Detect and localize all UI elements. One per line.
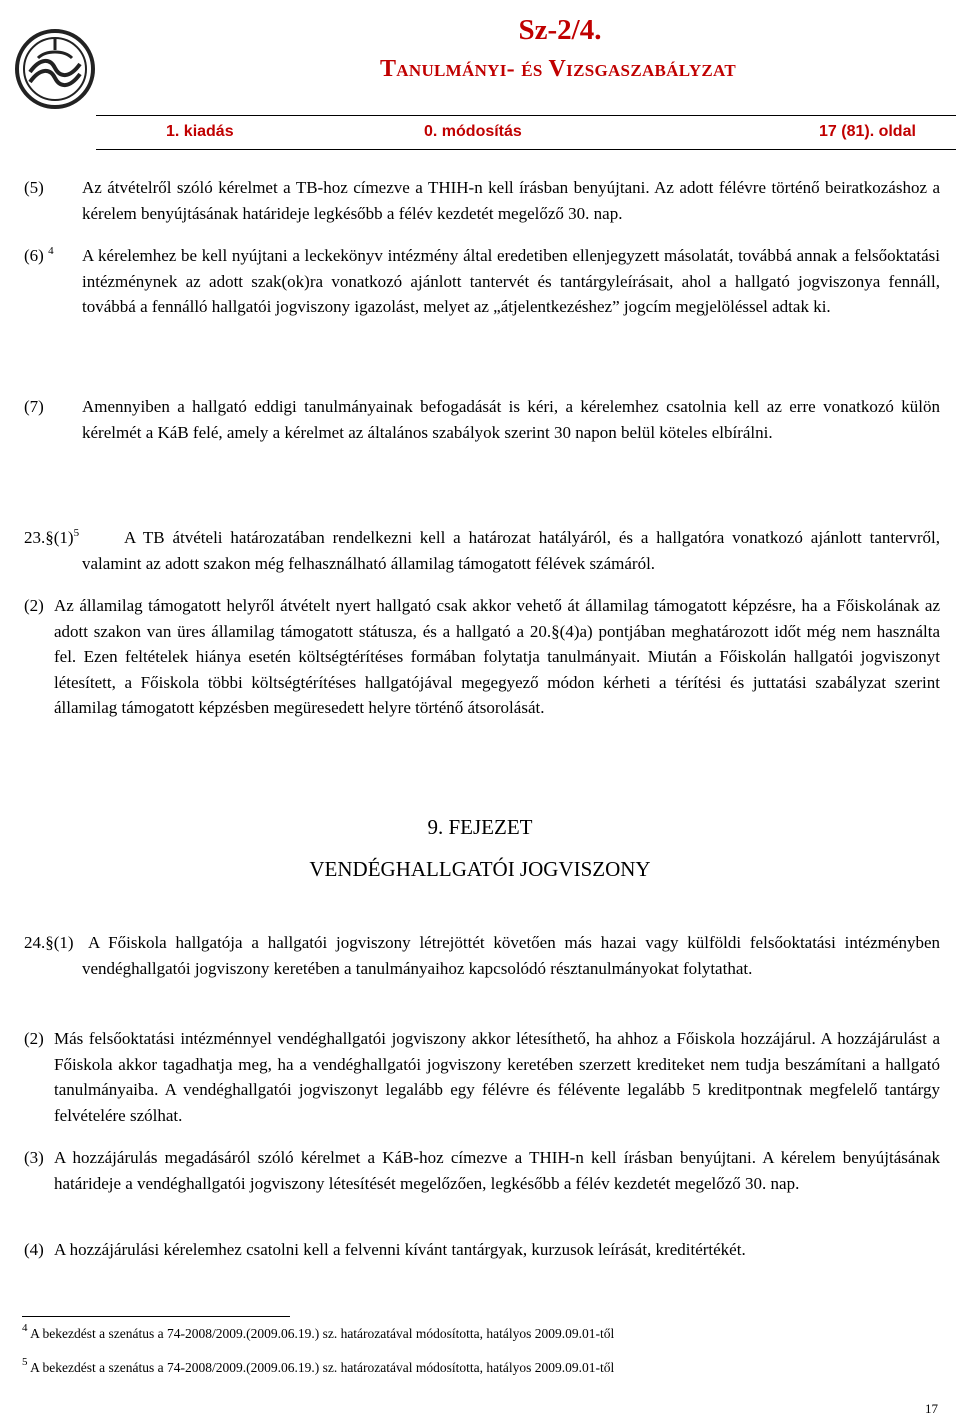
document-code: Sz-2/4. xyxy=(518,14,602,46)
page-info-label: 17 (81). oldal xyxy=(819,123,916,140)
section-24-paragraph-3 xyxy=(24,1145,940,1196)
section-24-paragraph-4 xyxy=(24,1237,940,1263)
paragraph-number: (7) xyxy=(24,397,44,416)
paragraph-text: Az államilag támogatott helyről átvételt nyert hallgató csak akkor vehető át államilag támogatott képzésre, ha a Főiskolának az adott szakon van üres államilag támogatott státusza, és a hallgató a 20.§(4)a) pontjában meghatározott időt még nem használta fel. Ezen feltételek hiánya esetén költségtérítéses formában folytatja tanulmányait. Miután a Főiskolán hallgatói jogviszonyt létesített, a Főiskola többi költségtérítéses hallgatójával megegyező módon kérheti a térítési és juttatási szabályzat szerint államilag támogatott képzésben megüresedett helyre történő átsorolását. xyxy=(54,596,940,717)
footnote-number: 4 xyxy=(22,1322,28,1334)
paragraph-text: Amennyiben a hallgató eddigi tanulmányainak befogadását is kéri, a kérelemhez csatolnia kell az erre vonatkozó külön kérelmét a KáB felé, amely a kérelmet az általános szabályok szerint 30 napon belül köteles elbírálni. xyxy=(82,397,940,442)
paragraph-text: A TB átvételi határozatában rendelkezni kell a határozat hatályáról, és a hallgatóra vonatkozó ajánlott tantervről, valamint az adott szakon még felhasználható államilag támogatott félévek számáról. xyxy=(82,528,940,573)
footnote xyxy=(22,1356,615,1376)
modification-label: 0. módosítás xyxy=(424,123,522,140)
footnote-number: 5 xyxy=(22,1356,28,1368)
footnote-ref: 5 xyxy=(73,527,80,539)
paragraph-number: (5) xyxy=(24,178,44,197)
paragraph-text: A Főiskola hallgatója a hallgatói jogviszony létrejöttét követően más hazai vagy külföldi felsőoktatási intézményben vendéghallgatói jogviszony keretében a tanulmányaihoz kapcsolódó résztanulmányokat folytathat. xyxy=(82,933,940,978)
section-24-paragraph-1 xyxy=(24,930,940,981)
paragraph-number: (6) $^4$ xyxy=(24,245,54,265)
page-number: 17 xyxy=(925,1401,938,1416)
paragraph-number: (2) xyxy=(24,596,44,615)
section-23-paragraph-1 xyxy=(24,525,940,576)
section-24-paragraph-2 xyxy=(24,1026,940,1128)
paragraph-text: Más felsőoktatási intézménnyel vendéghallgatói jogviszony akkor létesíthető, ha ahhoz a Főiskola hozzájárul. A hozzájárulást a Főiskola akkor tagadhatja meg, ha a vendéghallgatói jogviszony keretében szerzett krediteket nem tudja beszámítani a hallgató tanulmányaiba. A vendéghallgatói jogviszonyt legalább egy félévre és félévente legalább 5 kreditpontnak megfelelő tantárgy felvételére szólhat. xyxy=(54,1029,940,1125)
footnote-text: A bekezdést a szenátus a 74-2008/2009.(2009.06.19.) sz. határozatával módosította, hatályos 2009.09.01-től xyxy=(30,1326,615,1341)
footnote-separator xyxy=(22,1316,290,1317)
paragraph-number: (2) xyxy=(24,1029,44,1048)
edition-label: 1. kiadás xyxy=(166,123,234,140)
paragraph-text: A hozzájárulási kérelemhez csatolni kell a felvenni kívánt tantárgyak, kurzusok leírását, kreditértékét. xyxy=(54,1240,746,1259)
section-number: $23.\S(1)^5$ xyxy=(24,527,80,547)
paragraph-text: A kérelemhez be kell nyújtani a leckekönyv intézmény által eredetiben ellenjegyzett másolatát, továbbá annak a felsőoktatási intézménynek az adott szak(ok)ra vonatkozó ajánlott tantervét és tantárgyleírásait, ahol a hallgató jogviszonya fennáll, továbbá a fennálló hallgatói jogviszony igazolást, melyet az „átjelentkezéshez” jogcím megjelöléssel adtak ki. xyxy=(82,246,940,316)
header-rule-top xyxy=(96,115,956,116)
chapter-title: VENDÉGHALLGATÓI JOGVISZONY xyxy=(309,857,651,881)
paragraph-7 xyxy=(24,394,940,445)
institution-logo xyxy=(14,28,96,110)
paragraph-number: (3) xyxy=(24,1148,44,1167)
document-title: Tanulmányi- és Vizsgaszabályzat xyxy=(380,56,736,82)
paragraph-6 xyxy=(24,243,940,320)
section-number: 24.§(1) xyxy=(24,933,74,952)
paragraph-number: (4) xyxy=(24,1240,44,1259)
footnote xyxy=(22,1322,615,1342)
footnote-ref: 4 xyxy=(48,245,54,257)
paragraph-text: Az átvételről szóló kérelmet a TB-hoz címezve a THIH-n kell írásban benyújtani. Az adott félévre történő beiratkozáshoz a kérelem benyújtásának határideje legkésőbb a félév kezdetét megelőző 30. nap. xyxy=(82,178,940,223)
header-rule-bottom xyxy=(96,149,956,150)
header-info-row xyxy=(96,123,956,145)
paragraph-5 xyxy=(24,175,940,226)
footnote-text: A bekezdést a szenátus a 74-2008/2009.(2009.06.19.) sz. határozatával módosította, hatályos 2009.09.01-től xyxy=(30,1360,615,1375)
paragraph-text: A hozzájárulás megadásáról szóló kérelmet a KáB-hoz címezve a THIH-n kell írásban benyújtani. A kérelem benyújtásának határideje a vendéghallgatói jogviszony létesítését megelőzően, legkésőbb a félév kezdetét megelőző 30. nap. xyxy=(54,1148,940,1193)
chapter-number: 9. FEJEZET xyxy=(427,815,533,839)
section-23-paragraph-2 xyxy=(24,593,940,721)
